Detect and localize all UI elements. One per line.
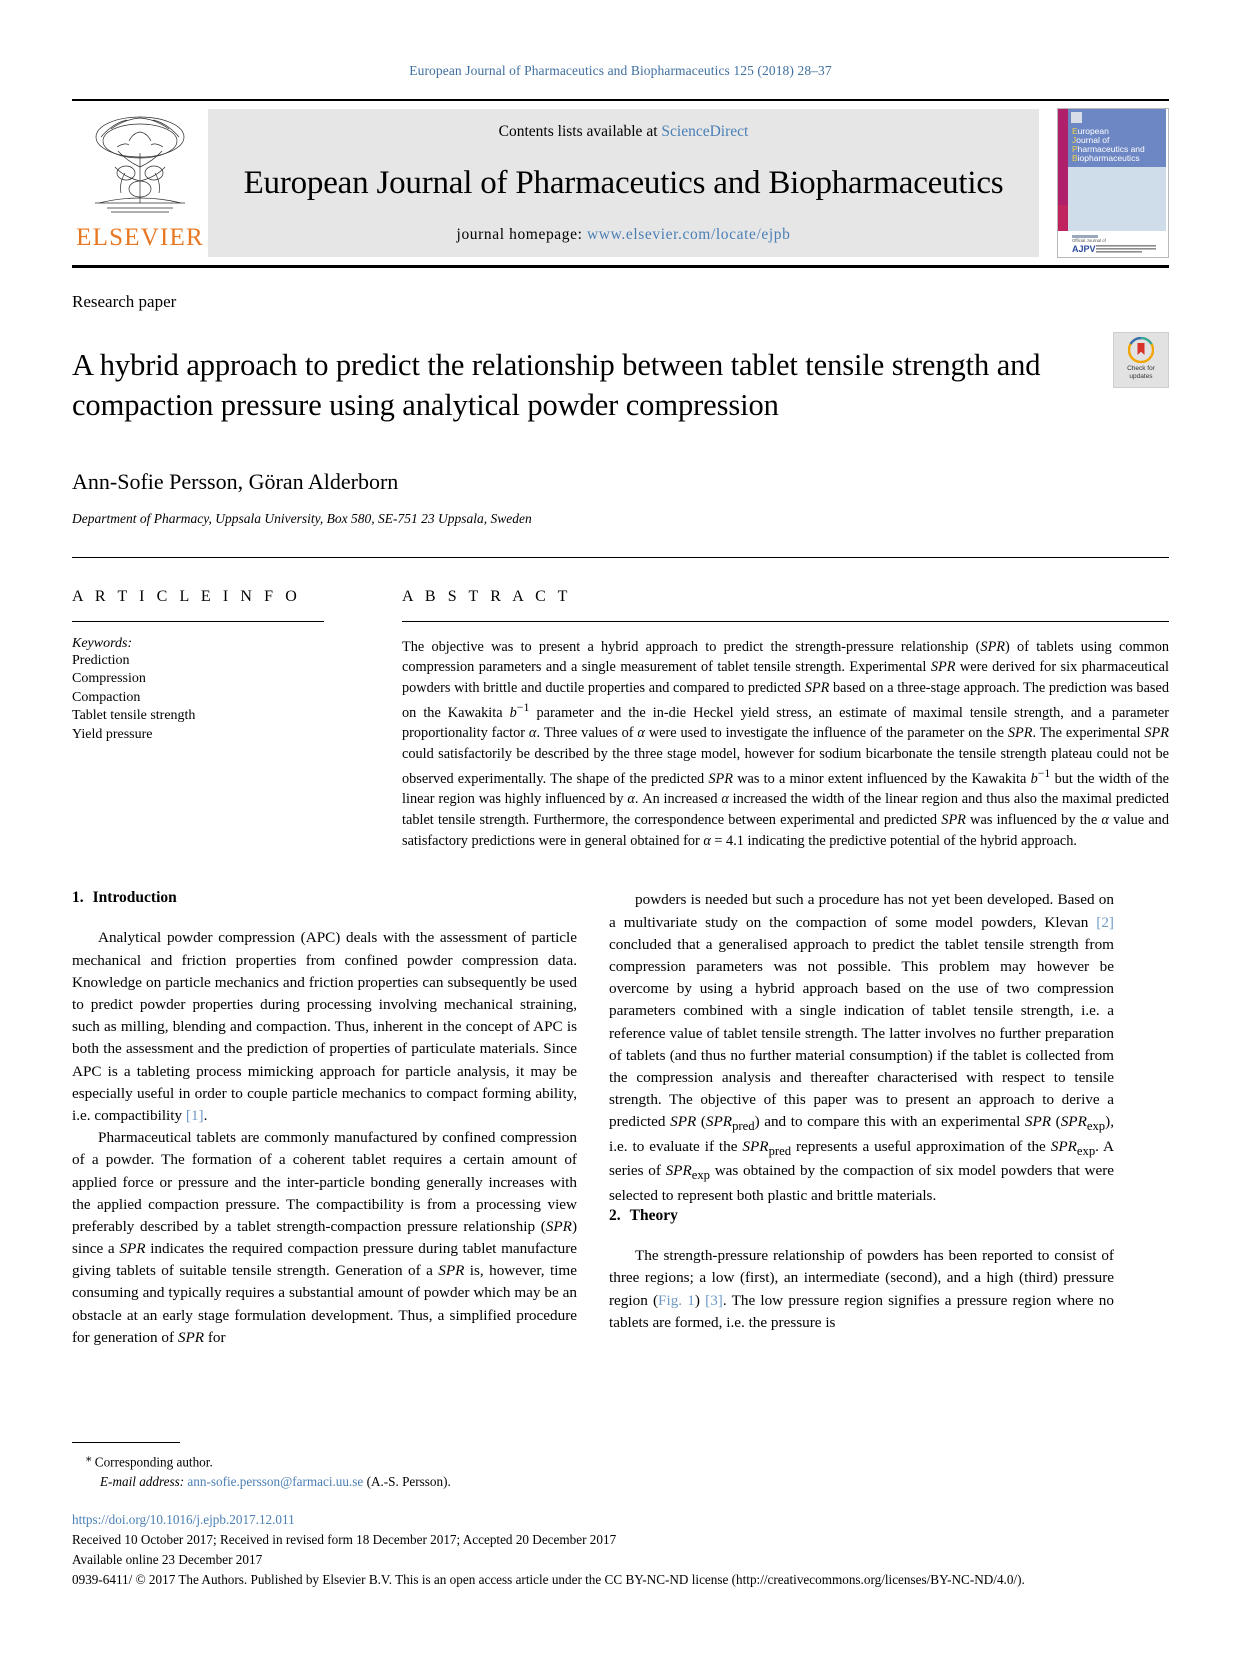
abstract-column (402, 588, 1169, 852)
crossmark-badge[interactable] (1113, 332, 1169, 388)
keyword-item: Prediction (72, 652, 130, 668)
cover-art (1058, 109, 1166, 257)
affiliation: Department of Pharmacy, Uppsala University, Box 580, SE-751 23 Uppsala, Sweden (72, 510, 532, 526)
corresponding-author-note (72, 1450, 1169, 1472)
keyword-item: Tablet tensile strength (72, 708, 196, 724)
article-doctype: Research paper (72, 292, 177, 311)
email-link[interactable]: ann-sofie.persson@farmaci.uu.se (187, 1473, 364, 1489)
paragraph: powders is needed but such a procedure has not yet been developed. Based on a multivariate study on the compaction of some model powders, Klevan [2] concluded that a generalised approach to predict the tablet tensile strength from compression parameters was not possible. This problem may however be overcome by using a hybrid approach based on the use of two compression parameters combined with a single indication of tablet tensile strength, i.e. a reference value of tablet tensile strength. The latter involves no further preparation of tablets (and thus no further material consumption) if the tablet is collected from the compression analysis and thereafter characterised with respect to tensile strength. The objective of this paper was to present an approach to derive a predicted SPR $(SPR_{pred})$ and to compare this with an experimental SPR $(SPR_{exp})$, i.e. to evaluate if the $SPR_{pred}$ represents a useful approximation of the $SPR_{exp}$. A series of $SPR_{exp}$ was obtained by the compaction of six model powders that were selected to represent both plastic and brittle materials. (609, 891, 1115, 1204)
running-head: European Journal of Pharmaceutics and Biopharmaceutics 125 (2018) 28–37 (409, 63, 832, 78)
received-dates: Received 10 October 2017; Received in revised form 18 December 2017; Accepted 20 December 2017 (72, 1531, 617, 1547)
keyword-item: Compression (72, 671, 146, 687)
crossmark-label (1127, 365, 1155, 380)
crossmark-line2: updates (1129, 372, 1153, 380)
page-title: A hybrid approach to predict the relationship between tablet tensile strength and compaction pressure using analytical powder compression (72, 348, 1041, 423)
publication-block (72, 1510, 1169, 1590)
email-label: E-mail address: (100, 1473, 185, 1489)
svg-text:European: European (1072, 126, 1109, 136)
elsevier-tree-icon (81, 111, 199, 223)
journal-cover-thumbnail (1057, 108, 1169, 258)
svg-text:AJPV: AJPV (1072, 244, 1096, 254)
available-online-date: Available online 23 December 2017 (72, 1551, 263, 1567)
journal-homepage-link[interactable]: www.elsevier.com/locate/ejpb (587, 226, 791, 243)
title-row (72, 326, 1169, 447)
article-info-column (72, 588, 402, 852)
body-columns (72, 889, 1169, 1349)
abstract-rule (402, 621, 1169, 622)
section-heading-introduction (72, 889, 577, 907)
svg-text:Journal of: Journal of (1072, 135, 1110, 145)
paragraph: Pharmaceutical tablets are commonly manufactured by confined compression of a powder. The formation of a coherent tablet requires a certain amount of applied force or pressure and the inter-particle bonding generally increases with the applied compaction pressure. The compactibility is from a processing view preferably described by a tablet strength-compaction pressure relationship (SPR) since a SPR indicates the required compaction pressure during tablet manufacture giving tablets of suitable tensile strength. Generation of a SPR is, however, time consuming and typically requires a substantial amount of powder which may be an obstacle at an early stage formulation development. Thus, a simplified procedure for generation of SPR for (72, 1129, 577, 1346)
author-list (72, 469, 1169, 495)
journal-masthead (72, 99, 1169, 268)
doi-link[interactable]: https://doi.org/10.1016/j.ejpb.2017.12.011 (72, 1511, 295, 1527)
keywords-label: Keywords: (72, 635, 133, 651)
body-column-right (609, 889, 1114, 1349)
keyword-item: Compaction (72, 689, 141, 705)
homepage-prefix: journal homepage: (456, 226, 587, 243)
section-title: Theory (629, 1207, 678, 1225)
section-number: 2. (609, 1207, 621, 1225)
journal-title: European Journal of Pharmaceutics and Biopharmaceutics (243, 165, 1004, 201)
journal-homepage-line (457, 226, 791, 244)
abstract-heading: A B S T R A C T (402, 587, 572, 605)
body-column-left (72, 889, 577, 1349)
corresponding-author-text: Corresponding author. (94, 1454, 213, 1470)
contents-prefix: Contents lists available at (498, 123, 662, 140)
svg-text:Biopharmaceutics: Biopharmaceutics (1072, 153, 1140, 163)
footnote-region (72, 1442, 1169, 1590)
authors-names: Ann-Sofie Persson, Göran Alderborn (72, 468, 399, 494)
keyword-item: Yield pressure (72, 726, 153, 742)
section-heading-theory (609, 1207, 1114, 1225)
svg-text:Official Journal of: Official Journal of (1072, 238, 1106, 243)
copyright-license: 0939-6411/ © 2017 The Authors. Published by Elsevier B.V. This is an open access article under the CC BY-NC-ND license (http://creativecommons.org/licenses/BY-NC-ND/4.0/). (72, 1571, 1025, 1587)
paragraph: The strength-pressure relationship of powders has been reported to consist of three regions; a low (first), an intermediate (second), and a high (third) pressure region (Fig. 1) [3]. The low pressure region signifies a pressure region where no tablets are formed, i.e. the pressure is (609, 1247, 1114, 1331)
article-info-heading: A R T I C L E I N F O (72, 587, 301, 605)
article-info-rule (72, 621, 324, 622)
abstract-text: The objective was to present a hybrid approach to predict the strength-pressure relationship (SPR) of tablets using common compression parameters and a single measurement of tablet tensile strength. Experimental SPR were derived for six pharmaceutical powders with brittle and ductile properties and compared to predicted SPR based on a three-stage approach. The prediction was based on the Kawakita $b^{-1}$ parameter and the in-die Heckel yield stress, an estimate of maximal tensile strength, and a parameter proportionality factor α. Three values of α were used to investigate the influence of the parameter on the SPR. The experimental SPR could satisfactorily be described by the three stage model, however for sodium bicarbonate the tensile strength plateau could not be observed experimentally. The shape of the predicted SPR was to a minor extent influenced by the Kawakita $b^{-1}$ but the width of the linear region was highly influenced by α. An increased α increased the width of the linear region and thus also the maximal predicted tablet tensile strength. Furthermore, the correspondence between experimental and predicted SPR was influenced by the α value and satisfactory predictions were in general obtained for α = 4.1 indicating the predictive potential of the hybrid approach. (402, 638, 1170, 849)
crossmark-line1: Check for (1127, 365, 1155, 372)
footnote-rule (72, 1442, 180, 1443)
paragraph: Analytical powder compression (APC) deals with the assessment of particle mechanical and friction properties from confined powder compression data. Knowledge on particle mechanics and friction properties can subsequently be used to predict powder properties during processing involving mechanical straining, such as milling, blending and compaction. Thus, inherent in the concept of APC is both the assessment and the prediction of properties of particulate materials. Since APC is a tableting process mimicking approach for particle analysis, it may be especially useful in order to couple particle mechanics to compact forming ability, i.e. compactibility [1]. (72, 929, 577, 1124)
email-suffix: (A.-S. Persson). (366, 1473, 451, 1489)
sciencedirect-link[interactable]: ScienceDirect (661, 123, 749, 140)
corresponding-author-marker: ⁎ (86, 1451, 92, 1464)
section-title: Introduction (92, 889, 177, 907)
svg-text:Pharmaceutics and: Pharmaceutics and (1072, 144, 1145, 154)
info-abstract-region (72, 557, 1169, 852)
journal-band (208, 109, 1039, 257)
crossmark-icon (1128, 337, 1154, 363)
section-number: 1. (72, 889, 84, 907)
contents-list-line (499, 123, 749, 141)
elsevier-wordmark: ELSEVIER (76, 224, 204, 251)
email-note (72, 1472, 1169, 1492)
elsevier-logo (72, 101, 208, 265)
